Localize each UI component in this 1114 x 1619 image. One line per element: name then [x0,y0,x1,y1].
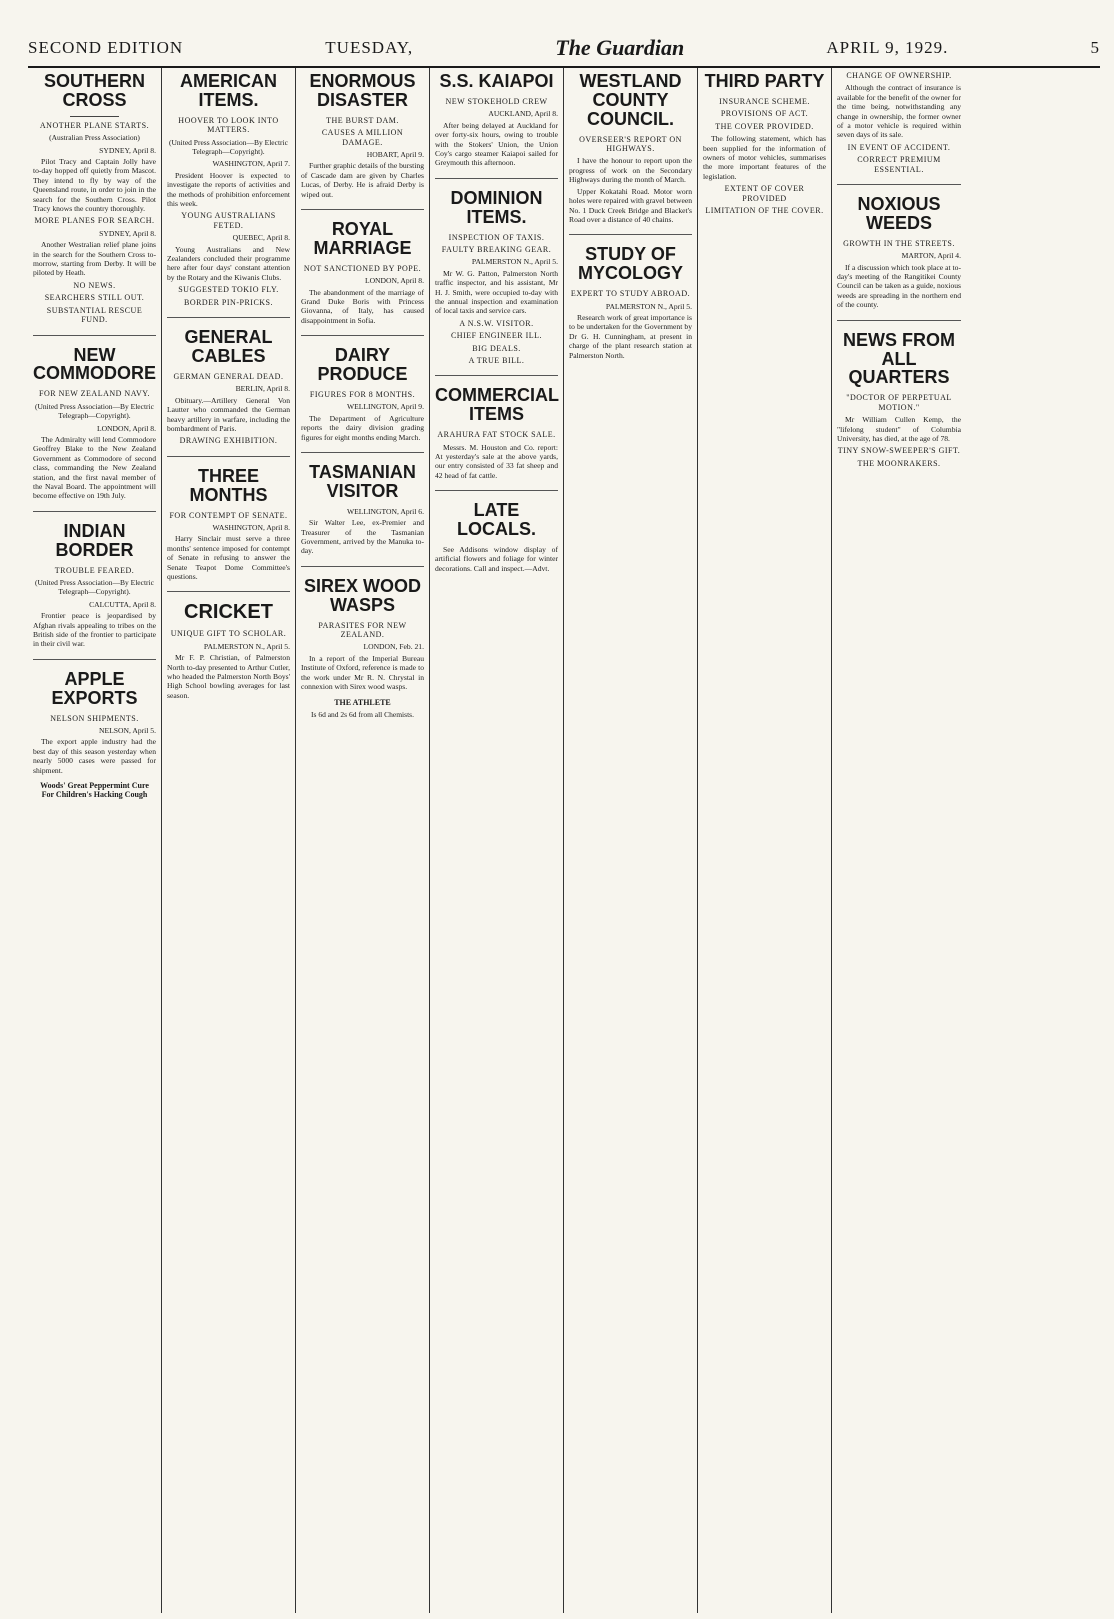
advertisement: Woods' Great Peppermint Cure For Children's Hacking Cough [40,781,149,800]
subheading: TINY SNOW-SWEEPER'S GIFT. [837,446,961,456]
body-text: Another Westralian relief plane joins in the search for the Southern Cross to-morrow, starting from Derby. It will be piloted by Heath. [33,240,156,278]
subheading: FOR CONTEMPT OF SENATE. [169,510,288,520]
headline: STUDY OF MYCOLOGY [577,244,683,284]
article-cricket [167,591,290,700]
body-text: Harry Sinclair must serve a three months' sentence imposed for contempt of Senate in refusing to answer the Senate Teapot Dome Committee's questions. [167,534,290,581]
dateline: NELSON, April 5. [99,725,156,735]
article-noxious-weeds [837,184,961,310]
masthead [28,30,1100,68]
headline: THIRD PARTY [704,71,825,91]
column-6 [698,68,832,1613]
dateline: WASHINGTON, April 7. [212,159,290,169]
credit-line: (United Press Association—By Electric Telegraph—Copyright). [35,577,154,597]
article-kaiapoi [435,72,558,168]
article-southern-cross [33,72,156,325]
subheading: CHANGE OF OWNERSHIP. [846,71,952,80]
body-text: After being delayed at Auckland for over forty-six hours, owing to trouble with the Stokers' Union, the Union Coy's cargo steamer Kaiapoi sailed for Greymouth this afternoon. [435,120,558,168]
dateline: CALCUTTA, April 8. [89,599,156,609]
body-text: Frontier peace is jeopardised by Afghan rivals appealing to tribes on the British side of the frontier to participate in their civil war. [33,611,156,649]
dateline: LONDON, Feb. 21. [363,642,424,652]
body-text: I have the honour to report upon the progress of work on the Secondary Highways during the month of March. [569,156,692,185]
column-7 [832,68,966,1613]
subheading: GROWTH IN THE STREETS. [843,238,955,248]
headline: NEW COMMODORE [33,344,156,384]
subheading: CORRECT PREMIUM ESSENTIAL. [857,155,941,174]
credit-line: (United Press Association—By Electric Telegraph—Copyright). [35,401,154,421]
subheading: NEW STOKEHOLD CREW [445,96,548,106]
headline: CRICKET [184,601,273,624]
subheading: PARASITES FOR NEW ZEALAND. [318,620,407,640]
subheading: THE BURST DAM. [326,115,399,125]
headline: INDIAN BORDER [55,520,134,560]
credit-line: (Australian Press Association) [49,133,140,143]
article-enormous-disaster [301,72,424,199]
subheading: A N.S.W. VISITOR. [459,318,534,328]
subheading: NOT SANCTIONED BY POPE. [303,263,422,273]
body-text: Obituary.—Artillery General Von Lautter who commanded the German heavy artillery in warfare, including the bombardment of Paris. [167,395,290,433]
dateline: HOBART, April 9. [366,150,424,159]
headline: LATE LOCALS. [457,500,536,540]
subheading: "DOCTOR OF PERPETUAL MOTION." [846,393,952,412]
body-text: Research work of great importance is to be undertaken for the Government by Dr G. H. Cunningham, at present in charge of the plant research station at Palmerston North. [569,312,692,360]
article-sirex-wood-wasps [301,566,424,719]
subheading: FOR NEW ZEALAND NAVY. [39,389,150,399]
article-three-months [167,456,290,582]
article-third-party-continued [837,71,961,174]
newspaper-title: The Guardian [555,35,685,60]
body-text: Although the contract of insurance is available for the benefit of the owner for the time being, notwithstanding any change in ownership, the former owner of a motor vehicle is required within seven days of its sale. [837,83,961,140]
subheading: SUGGESTED TOKIO FLY. [178,285,279,295]
dateline: LONDON, April 8. [96,423,156,433]
dateline: PALMERSTON N., April 5. [471,257,558,267]
subheading: THE MOONRAKERS. [857,458,941,468]
article-commercial-items [435,375,558,480]
article-royal-marriage [301,209,424,325]
headline: COMMERCIAL ITEMS [435,385,559,425]
dateline: PALMERSTON N., April 5. [203,641,290,651]
body-text: Young Australians and New Zealanders concluded their programme here after four days' constant attention by the Rotary and the Kiwanis Clubs. [167,244,290,282]
subheading: MORE PLANES FOR SEARCH. [34,216,155,226]
body-text: The export apple industry had the best day of this season yesterday when nearly 5000 cases were passed for shipment. [33,737,156,775]
subheading: NO NEWS. [73,280,116,290]
headline: ROYAL MARRIAGE [313,219,412,258]
subheading: ARAHURA FAT STOCK SALE. [437,430,556,440]
column-4 [430,68,564,1613]
dateline: PALMERSTON N., April 5. [605,301,692,311]
dateline: BERLIN, April 8. [235,384,290,394]
article-tasmanian-visitor [301,452,424,556]
article-late-locals [435,490,558,573]
subheading: CAUSES A MILLION DAMAGE. [321,128,404,147]
body-text: President Hoover is expected to investigate the reports of activities and the methods of prohibition enforcement this week. [167,170,290,209]
subheading: EXTENT OF COVER PROVIDED [724,184,805,203]
dateline: WASHINGTON, April 8. [212,522,290,532]
headline: THREE MONTHS [189,465,268,505]
headline: DOMINION ITEMS. [450,187,543,227]
article-news-from-all-quarters [837,320,961,469]
subheading: FAULTY BREAKING GEAR. [441,244,552,254]
dateline: WELLINGTON, April 9. [346,402,424,412]
subheading: NELSON SHIPMENTS. [50,713,139,723]
body-text: The abandonment of the marriage of Grand Duke Boris with Princess Giovanna, of Italy, has caused disappointment in Sofia. [301,287,424,325]
article-dairy-produce [301,335,424,442]
subheading: EXPERT TO STUDY ABROAD. [570,289,691,299]
subheading: OVERSEER'S REPORT ON HIGHWAYS. [579,134,682,154]
body-text: Further graphic details of the bursting of Cascade dam are given by Charles Lucas, of Derby. He is afraid Derby is wiped out. [301,161,424,199]
dateline: WELLINGTON, April 6. [346,506,424,516]
headline: WESTLAND COUNTY COUNCIL. [579,71,682,129]
headline: SOUTHERN CROSS [43,71,145,110]
headline: AMERICAN ITEMS. [180,71,277,110]
headline: DAIRY PRODUCE [317,345,408,385]
body-text: If a discussion which took place at to-day's meeting of the Rangitikei County Council can be taken as a guide, noxious weeds are spreading in the northern end of the county. [837,262,961,310]
body-text: Messrs. M. Houston and Co. report: At yesterday's sale at the above yards, our entry consisted of 33 fat sheep and 42 head of fat cattle. [435,442,558,480]
body-text: Mr F. P. Christian, of Palmerston North to-day presented to Arthur Cutler, who headed the Palmerston North Boys' High School bowling averages for last season. [167,653,290,700]
headline: SIREX WOOD WASPS [303,575,421,615]
edition-label: SECOND EDITION [28,38,184,57]
advertisement: Is 6d and 2s 6d from all Chemists. [311,709,414,719]
subheading: INSPECTION OF TAXIS. [448,232,545,242]
column-3 [296,68,430,1613]
subheading: ANOTHER PLANE STARTS. [39,120,150,130]
issue-day: TUESDAY, [325,38,414,57]
subheading: HOOVER TO LOOK INTO MATTERS. [178,115,279,135]
subheading: DRAWING EXHIBITION. [179,436,278,446]
article-general-cables [167,317,290,446]
headline: NOXIOUS WEEDS [857,194,941,233]
subheading: UNIQUE GIFT TO SCHOLAR. [170,629,287,639]
article-indian-border [33,511,156,649]
subheading: BIG DEALS. [472,343,521,353]
subheading: INSURANCE SCHEME. [719,96,810,106]
body-text: The Admiralty will lend Commodore Geoffrey Blake to the New Zealand Government as Commodore of second class, commanding the New Zealand station, and the first naval member of the Naval Board. The appointment will become effective on 19th July. [33,434,156,501]
article-apple-exports [33,659,156,800]
subheading: LIMITATION OF THE COVER. [705,205,824,215]
dateline: SYDNEY, April 8. [99,228,156,238]
dateline: LONDON, April 8. [364,276,424,286]
body-text: The Department of Agriculture reports the dairy division grading figures for eight months ending March. [301,413,424,442]
article-american-items [167,72,290,307]
columns [28,68,1100,1613]
subheading: SUBSTANTIAL RESCUE FUND. [46,305,143,325]
subheading: A TRUE BILL. [468,355,525,365]
body-text: Mr W. G. Patton, Palmerston North traffic inspector, and his assistant, Mr H. J. Smith, were occupied to-day with the annual inspection and examination of local taxis and service cars. [435,268,558,316]
body-text: See Addisons window display of artificial flowers and foliage for winter decorations. Call and inspect.—Advt. [435,544,558,573]
article-dominion-items [435,178,558,366]
advertisement-title: THE ATHLETE [334,697,391,707]
body-text: The following statement, which has been supplied for the information of owners of motor vehicles, summarises the more important features of the legislation. [703,134,826,181]
column-2 [162,68,296,1613]
headline: TASMANIAN VISITOR [309,462,416,501]
dateline: SYDNEY, April 8. [99,145,156,155]
body-text: Upper Kokatahi Road. Motor worn holes were repaired with gravel between No. 1 Duck Creek Bridge and Blacket's Road over a distance of 40 chains. [569,186,692,224]
dateline: AUCKLAND, April 8. [488,109,558,119]
column-5 [564,68,698,1613]
subheading: FIGURES FOR 8 MONTHS. [309,390,416,400]
headline: NEWS FROM ALL QUARTERS [843,329,955,388]
article-westland-county-council [569,72,692,224]
subheading: GERMAN GENERAL DEAD. [173,371,284,381]
headline: GENERAL CABLES [184,327,273,366]
subheading: IN EVENT OF ACCIDENT. [847,142,951,152]
column-1 [28,68,162,1613]
body-text: Pilot Tracy and Captain Jolly have to-day hopped off quietly from Mascot. They intend to fly by way of the Queensland route, in order to join in the search for the Southern Cross. Pilot Tracy knows the country thoroughly. [33,157,156,214]
subheading: SEARCHERS STILL OUT. [44,293,145,303]
headline: ENORMOUS DISASTER [309,71,416,110]
subheading: YOUNG AUSTRALIANS FETED. [181,211,276,230]
article-new-commodore [33,335,156,501]
body-text: Sir Walter Lee, ex-Premier and Treasurer of the Tasmanian Government, arrived by the Manuka to-day. [301,518,424,556]
subheading: PROVISIONS OF ACT. [720,109,809,119]
issue-date: APRIL 9, 1929. [826,38,949,57]
credit-line: (United Press Association—By Electric Telegraph—Copyright). [169,137,288,156]
subheading: CHIEF ENGINEER ILL. [450,331,543,341]
subheading: BORDER PIN-PRICKS. [183,297,273,307]
article-third-party [703,72,826,215]
body-text: In a report of the Imperial Bureau Institute of Oxford, reference is made to the work under Mr R. N. Chrystal in connexion with Sirex wood wasps. [301,653,424,692]
subheading: THE COVER PROVIDED. [715,121,814,131]
body-text: Mr William Cullen Kemp, the "lifelong student" of Columbia University, has died, at the age of 78. [837,415,961,443]
page-number: 5 [1090,38,1100,57]
subheading: TROUBLE FEARED. [54,565,135,575]
headline: S.S. KAIAPOI [439,71,554,91]
dateline: MARTON, April 4. [901,251,961,261]
dateline: QUEBEC, April 8. [232,233,290,243]
article-study-of-mycology [569,234,692,360]
headline: APPLE EXPORTS [51,668,138,708]
